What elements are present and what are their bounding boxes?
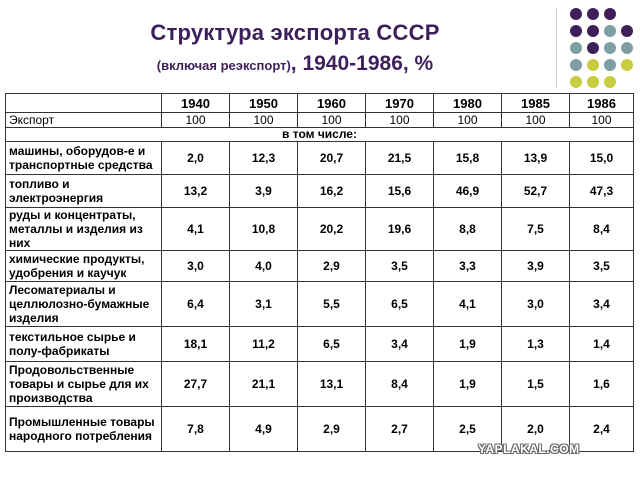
row-label: химические продукты, удобрения и каучук <box>6 251 162 282</box>
value-cell: 18,1 <box>162 327 230 362</box>
decorative-dot <box>621 42 633 54</box>
value-cell: 100 <box>230 113 298 128</box>
row-label: машины, оборудов-е и транспортные средства <box>6 142 162 175</box>
watermark: YAPLAKAL.COM <box>478 442 580 456</box>
value-cell: 3,9 <box>502 251 570 282</box>
value-cell: 20,7 <box>298 142 366 175</box>
value-cell: 100 <box>434 113 502 128</box>
decorative-dot <box>570 25 582 37</box>
value-cell: 15,6 <box>366 175 434 208</box>
value-cell: 27,7 <box>162 362 230 407</box>
value-cell: 4,9 <box>230 407 298 452</box>
row-label: Продовольственные товары и сырье для их производства <box>6 362 162 407</box>
decorative-dot <box>604 25 616 37</box>
value-cell: 13,1 <box>298 362 366 407</box>
header-row <box>6 94 634 113</box>
decorative-dot <box>621 59 633 71</box>
decorative-dot <box>570 59 582 71</box>
decorative-dot <box>604 42 616 54</box>
value-cell: 13,9 <box>502 142 570 175</box>
subtitle-years: , 1940-1986, % <box>290 52 434 75</box>
value-cell: 52,7 <box>502 175 570 208</box>
value-cell: 8,4 <box>366 362 434 407</box>
table-row <box>6 282 634 327</box>
value-cell: 3,0 <box>162 251 230 282</box>
value-cell: 1,4 <box>570 327 634 362</box>
table-row <box>6 175 634 208</box>
decorative-dot-grid <box>556 6 640 92</box>
title-block <box>0 0 640 90</box>
value-cell: 3,4 <box>570 282 634 327</box>
year-header: 1950 <box>230 94 298 113</box>
total-row <box>6 113 634 128</box>
value-cell: 3,4 <box>366 327 434 362</box>
value-cell: 5,5 <box>298 282 366 327</box>
value-cell: 13,2 <box>162 175 230 208</box>
value-cell: 21,1 <box>230 362 298 407</box>
value-cell: 15,8 <box>434 142 502 175</box>
value-cell: 8,4 <box>570 208 634 251</box>
page-title: Структура экспорта СССР <box>150 20 440 45</box>
row-label: текстильное сырье и полу-фабрикаты <box>6 327 162 362</box>
table-row <box>6 251 634 282</box>
decorative-dot <box>587 8 599 20</box>
value-cell: 12,3 <box>230 142 298 175</box>
value-cell: 7,5 <box>502 208 570 251</box>
value-cell: 7,8 <box>162 407 230 452</box>
header-blank-cell <box>6 94 162 113</box>
decorative-dot <box>604 59 616 71</box>
decorative-dot <box>587 59 599 71</box>
year-header: 1960 <box>298 94 366 113</box>
value-cell: 1,3 <box>502 327 570 362</box>
decorative-dot <box>570 76 582 88</box>
value-cell: 2,0 <box>162 142 230 175</box>
value-cell: 11,2 <box>230 327 298 362</box>
table-row <box>6 208 634 251</box>
decorative-dot <box>587 76 599 88</box>
value-cell: 3,5 <box>570 251 634 282</box>
value-cell: 2,5 <box>434 407 502 452</box>
value-cell: 2,4 <box>570 407 634 452</box>
page-subtitle <box>0 52 590 76</box>
value-cell: 4,1 <box>162 208 230 251</box>
value-cell: 4,1 <box>434 282 502 327</box>
table-row <box>6 327 634 362</box>
value-cell: 15,0 <box>570 142 634 175</box>
section-label: в том числе: <box>6 128 634 142</box>
value-cell: 20,2 <box>298 208 366 251</box>
value-cell: 1,9 <box>434 362 502 407</box>
decorative-dot <box>621 25 633 37</box>
value-cell: 1,9 <box>434 327 502 362</box>
value-cell: 6,5 <box>366 282 434 327</box>
value-cell: 1,6 <box>570 362 634 407</box>
value-cell: 3,3 <box>434 251 502 282</box>
value-cell: 10,8 <box>230 208 298 251</box>
row-label: Лесоматериалы и целлюлозно-бумажные изделия <box>6 282 162 327</box>
value-cell: 6,4 <box>162 282 230 327</box>
year-header: 1986 <box>570 94 634 113</box>
value-cell: 2,9 <box>298 251 366 282</box>
value-cell: 100 <box>298 113 366 128</box>
value-cell: 2,0 <box>502 407 570 452</box>
value-cell: 1,5 <box>502 362 570 407</box>
value-cell: 3,9 <box>230 175 298 208</box>
decorative-dot <box>587 42 599 54</box>
table-row <box>6 142 634 175</box>
decorative-dot <box>570 8 582 20</box>
value-cell: 16,2 <box>298 175 366 208</box>
value-cell: 8,8 <box>434 208 502 251</box>
value-cell: 19,6 <box>366 208 434 251</box>
value-cell: 100 <box>162 113 230 128</box>
value-cell: 100 <box>366 113 434 128</box>
subtitle-note: (включая реэкспорт) <box>156 58 291 73</box>
value-cell: 3,5 <box>366 251 434 282</box>
value-cell: 4,0 <box>230 251 298 282</box>
year-header: 1970 <box>366 94 434 113</box>
value-cell: 3,0 <box>502 282 570 327</box>
decorative-dot <box>587 25 599 37</box>
section-row <box>6 128 634 142</box>
decorative-dot <box>570 42 582 54</box>
decorative-dot <box>604 8 616 20</box>
value-cell: 100 <box>570 113 634 128</box>
decorative-dot <box>604 76 616 88</box>
year-header: 1940 <box>162 94 230 113</box>
value-cell: 21,5 <box>366 142 434 175</box>
value-cell: 100 <box>502 113 570 128</box>
row-label: Экспорт <box>6 113 162 128</box>
year-header: 1980 <box>434 94 502 113</box>
row-label: топливо и электроэнергия <box>6 175 162 208</box>
row-label: Промышленные товары народного потребления <box>6 407 162 452</box>
value-cell: 3,1 <box>230 282 298 327</box>
value-cell: 6,5 <box>298 327 366 362</box>
value-cell: 2,7 <box>366 407 434 452</box>
row-label: руды и концентраты, металлы и изделия из них <box>6 208 162 251</box>
year-header: 1985 <box>502 94 570 113</box>
export-structure-table <box>5 93 634 452</box>
value-cell: 46,9 <box>434 175 502 208</box>
value-cell: 2,9 <box>298 407 366 452</box>
value-cell: 47,3 <box>570 175 634 208</box>
table-row <box>6 362 634 407</box>
